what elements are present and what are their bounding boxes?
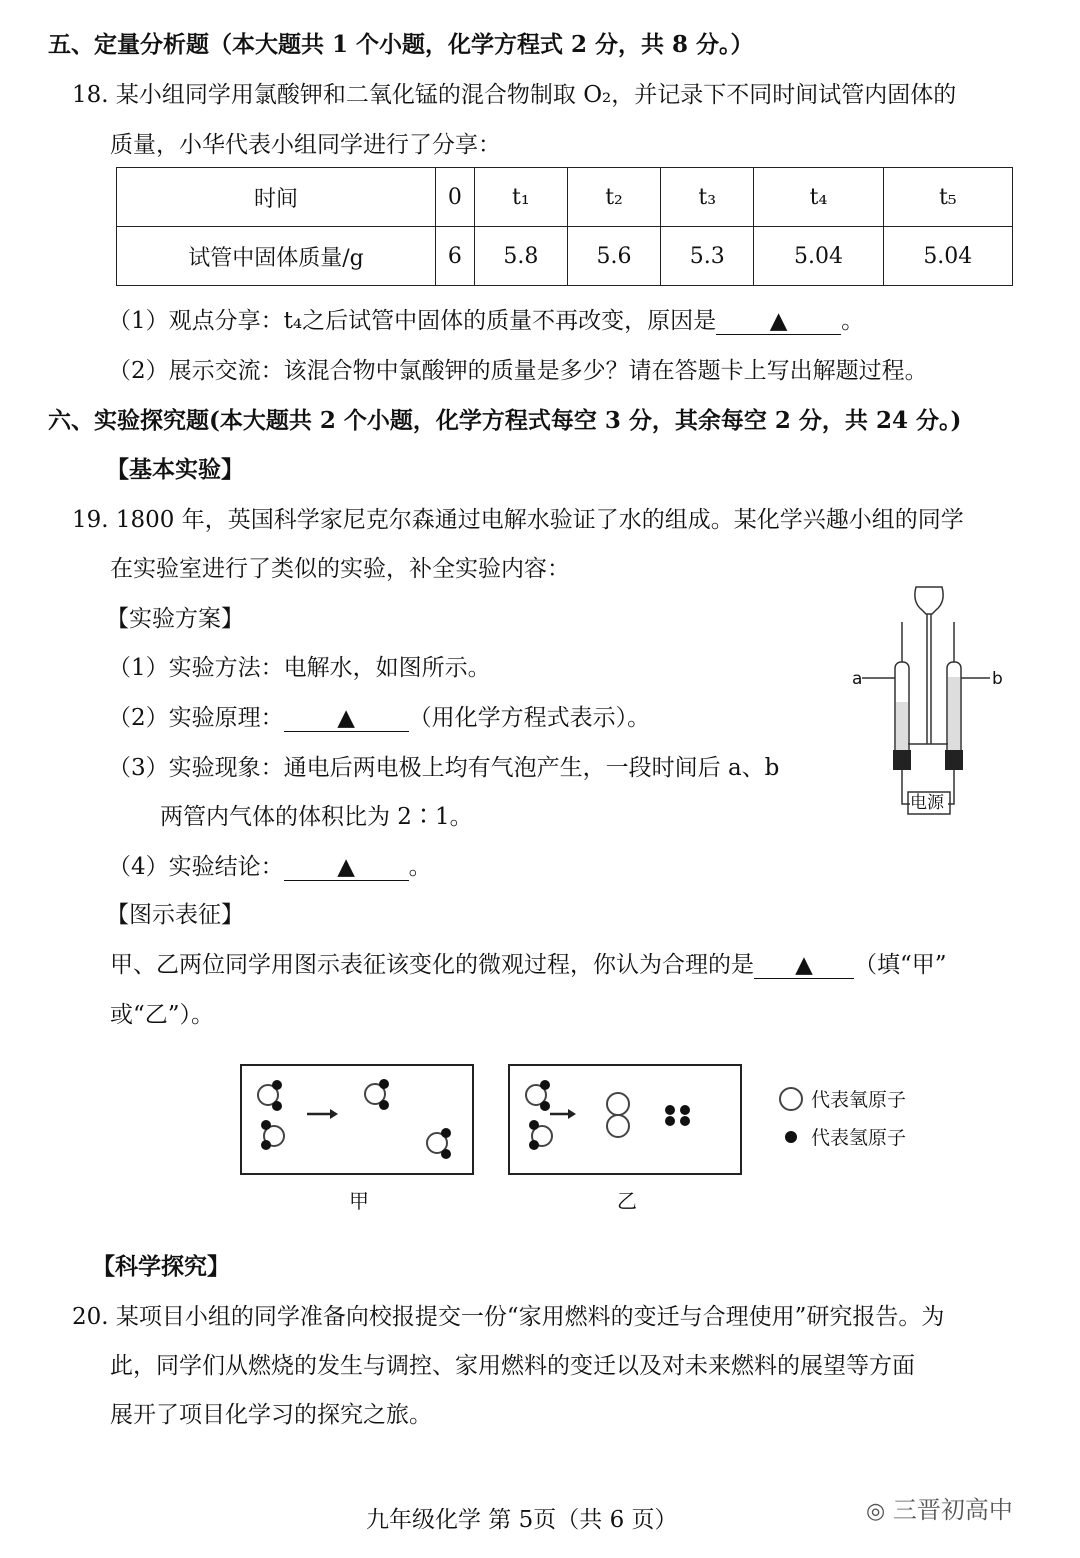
table-row — [117, 168, 1013, 227]
oxygen-molecule-icon — [607, 1093, 629, 1137]
wechat-icon: ◎ — [866, 1499, 886, 1524]
water-molecule-icon — [529, 1120, 552, 1150]
answer-blank[interactable]: ▲ — [284, 705, 409, 732]
rep-text: 甲、乙两位同学用图示表征该变化的微观过程，你认为合理的是 — [110, 952, 754, 978]
water-molecule-icon — [365, 1079, 389, 1110]
label-jia: 甲 — [349, 1189, 369, 1213]
figure-jia — [240, 1064, 474, 1175]
hydrogen-atom-icon — [785, 1131, 797, 1143]
q19-line2: 在实验室进行了类似的实验，补全实验内容： — [110, 556, 570, 582]
q19-part4 — [108, 852, 432, 882]
table-row — [117, 227, 1013, 286]
label-a: a — [852, 669, 863, 689]
table-cell: 试管中固体质量/g — [117, 227, 436, 286]
plan-heading: 【实验方案】 — [106, 606, 244, 632]
q20-line1: 20. 某项目小组的同学准备向校报提交一份“家用燃料的变迁与合理使用”研究报告。为 — [72, 1304, 945, 1330]
water-molecule-icon — [261, 1120, 284, 1150]
watermark — [866, 1495, 1013, 1527]
q18-part1 — [108, 306, 864, 336]
q18-part2: （2）展示交流：该混合物中氯酸钾的质量是多少？请在答题卡上写出解题过程。 — [108, 358, 928, 384]
table-header: t₃ — [661, 168, 754, 227]
answer-blank[interactable]: ▲ — [754, 952, 854, 979]
q19-part2-text: （2）实验原理： — [108, 705, 284, 731]
legend-oxygen: 代表氧原子 — [811, 1089, 907, 1111]
legend-hydrogen: 代表氢原子 — [811, 1127, 907, 1149]
q18-line2: 质量，小华代表小组同学进行了分享： — [110, 132, 501, 158]
figure-yi — [508, 1064, 742, 1175]
molecule-diagram-yi — [510, 1066, 740, 1173]
answer-blank[interactable]: ▲ — [284, 854, 409, 881]
punct: 。 — [841, 308, 865, 334]
q19-part4-text: （4）实验结论： — [108, 854, 284, 880]
answer-blank[interactable]: ▲ — [716, 308, 841, 335]
water-molecule-icon — [526, 1080, 550, 1111]
science-inquiry-heading: 【科学探究】 — [92, 1253, 230, 1280]
q19-part1: （1）实验方法：电解水，如图所示。 — [108, 655, 491, 681]
rep-suffix: （填“甲” — [854, 952, 947, 978]
representation-heading: 【图示表征】 — [106, 902, 244, 928]
punct: 。 — [408, 854, 432, 880]
hydrogen-molecule-icon — [665, 1105, 690, 1126]
table-cell: 5.04 — [754, 227, 883, 286]
table-header: t₅ — [883, 168, 1012, 227]
table-cell: 5.8 — [474, 227, 567, 286]
table-header: 时间 — [117, 168, 436, 227]
table-header: 0 — [436, 168, 475, 227]
table-header: t₄ — [754, 168, 883, 227]
q18-part1-text: （1）观点分享：t₄之后试管中固体的质量不再改变，原因是 — [108, 308, 717, 334]
oxygen-atom-icon — [780, 1088, 802, 1110]
q19-part2 — [108, 703, 650, 733]
water-molecule-icon — [427, 1128, 451, 1159]
q19-part3b: 两管内气体的体积比为 2∶1。 — [160, 804, 473, 830]
table-cell: 5.6 — [567, 227, 660, 286]
q18-line1: 18. 某小组同学用氯酸钾和二氧化锰的混合物制取 O₂，并记录下不同时间试管内固体的 — [72, 82, 957, 108]
electrolysis-apparatus — [850, 582, 1020, 817]
representation-line1 — [110, 950, 947, 980]
q19-part2-suffix: （用化学方程式表示）。 — [408, 705, 651, 731]
label-yi: 乙 — [617, 1189, 637, 1213]
table-cell: 6 — [436, 227, 475, 286]
molecule-diagram-jia — [242, 1066, 472, 1173]
apparatus-drawing — [850, 582, 1020, 817]
watermark-text: 三晋初高中 — [892, 1496, 1013, 1524]
q20-line2: 此，同学们从燃烧的发生与调控、家用燃料的变迁以及对未来燃料的展望等方面 — [110, 1353, 915, 1379]
q20-line3: 展开了项目化学习的探究之旅。 — [110, 1402, 432, 1428]
table-cell: 5.3 — [661, 227, 754, 286]
section-5-title: 五、定量分析题（本大题共 1 个小题，化学方程式 2 分，共 8 分。） — [48, 31, 754, 58]
page-footer: 九年级化学 第 5页（共 6 页） — [366, 1507, 678, 1533]
label-b: b — [992, 669, 1003, 689]
table-cell: 5.04 — [883, 227, 1012, 286]
table-header: t₁ — [474, 168, 567, 227]
arrow-icon — [550, 1109, 576, 1119]
q19-line1: 19. 1800 年，英国科学家尼克尔森通过电解水验证了水的组成。某化学兴趣小组的同学 — [72, 507, 964, 533]
water-molecule-icon — [258, 1080, 282, 1111]
mass-table — [116, 167, 1013, 286]
power-supply-label: 电源 — [910, 793, 944, 813]
arrow-icon — [307, 1109, 338, 1119]
basic-experiment-heading: 【基本实验】 — [106, 456, 244, 483]
legend-symbols — [778, 1085, 808, 1155]
representation-line2: 或“乙”）。 — [110, 1002, 215, 1028]
q19-part3a: （3）实验现象：通电后两电极上均有气泡产生，一段时间后 a、b — [108, 755, 780, 781]
section-6-title: 六、实验探究题(本大题共 2 个小题，化学方程式每空 3 分，其余每空 2 分，共 24 分。) — [48, 407, 962, 434]
table-header: t₂ — [567, 168, 660, 227]
